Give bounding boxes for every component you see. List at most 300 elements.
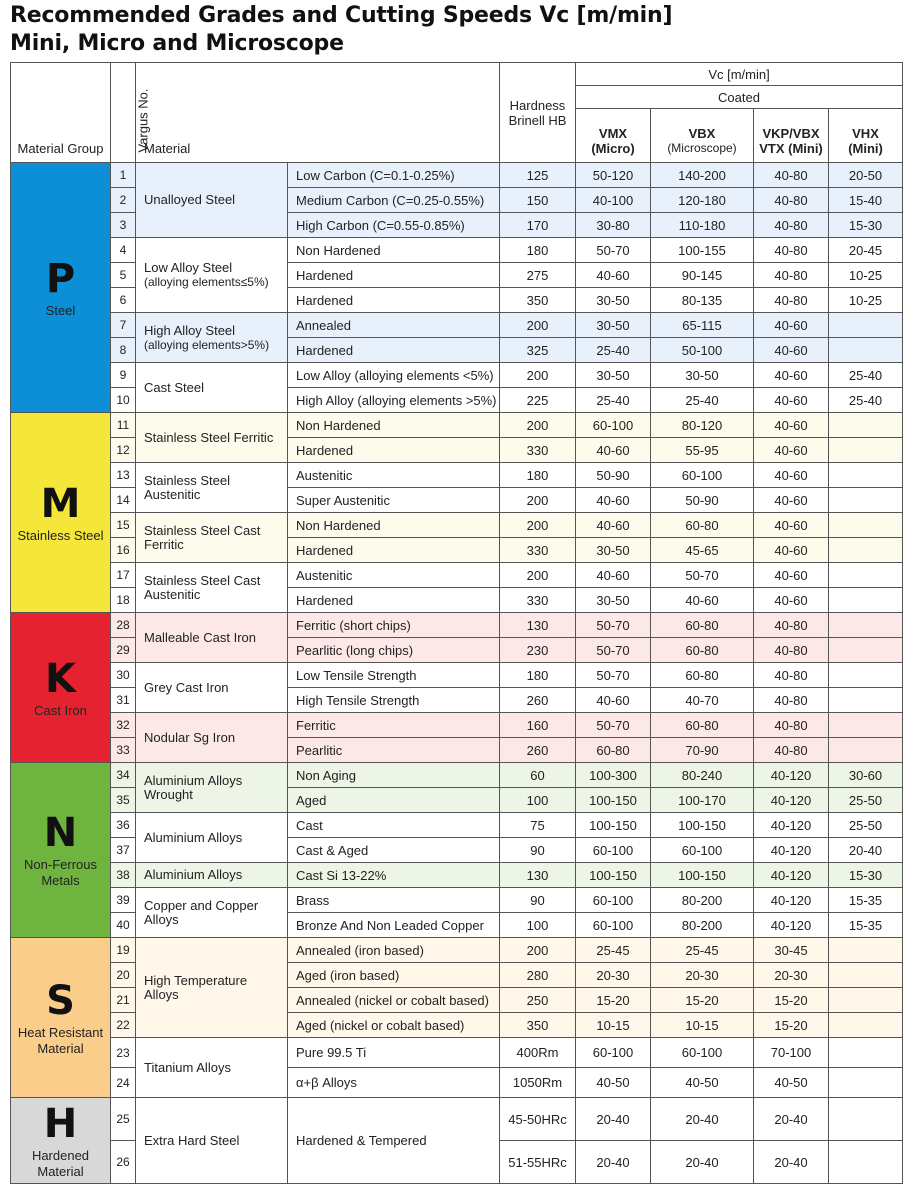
vbx-value: 100-155 (651, 238, 754, 263)
vhx-value (829, 613, 903, 638)
group-name: Heat Resistant Material (17, 1024, 104, 1056)
table-row (11, 863, 903, 888)
header-hardness: Hardness Brinell HB (500, 63, 576, 163)
vbx-value: 80-200 (651, 913, 754, 938)
vmx-value: 60-100 (576, 1038, 651, 1068)
table-row (11, 563, 903, 588)
vkp-value: 40-60 (754, 313, 829, 338)
material-condition: High Alloy (alloying elements >5%) (288, 388, 500, 413)
material-condition: Brass (288, 888, 500, 913)
vhx-value: 30-60 (829, 763, 903, 788)
table-row (11, 1038, 903, 1068)
material-name-text: High Temperature Alloys (144, 972, 248, 1002)
material-name (136, 413, 288, 463)
hardness-value: 130 (500, 863, 576, 888)
material-name-text: Cast Steel (144, 379, 204, 395)
vhx-value: 25-50 (829, 788, 903, 813)
group-cell-n (11, 763, 111, 938)
vargus-no: 33 (111, 738, 136, 763)
vargus-no: 22 (111, 1013, 136, 1038)
vmx-value: 100-150 (576, 863, 651, 888)
table-row (11, 1098, 903, 1141)
hardness-value: 180 (500, 663, 576, 688)
material-name (136, 463, 288, 513)
vhx-value (829, 338, 903, 363)
vhx-value: 15-30 (829, 213, 903, 238)
material-name (136, 888, 288, 938)
group-cell-m (11, 413, 111, 613)
vhx-value (829, 488, 903, 513)
material-name (136, 863, 288, 888)
vkp-value: 40-80 (754, 738, 829, 763)
material-condition: Non Hardened (288, 413, 500, 438)
vargus-no: 10 (111, 388, 136, 413)
header-material-group: Material Group (11, 63, 111, 163)
table-row (11, 938, 903, 963)
vmx-value: 60-100 (576, 838, 651, 863)
vhx-value (829, 738, 903, 763)
material-name (136, 563, 288, 613)
hardness-value: 160 (500, 713, 576, 738)
vargus-no: 24 (111, 1068, 136, 1098)
material-name (136, 613, 288, 663)
vbx-value: 20-40 (651, 1098, 754, 1141)
material-condition: Hardened (288, 588, 500, 613)
vhx-value (829, 513, 903, 538)
vmx-value: 10-15 (576, 1013, 651, 1038)
hardness-value: 260 (500, 688, 576, 713)
material-condition: Cast (288, 813, 500, 838)
vbx-value: 25-40 (651, 388, 754, 413)
vbx-value: 40-70 (651, 688, 754, 713)
vmx-value: 60-80 (576, 738, 651, 763)
vkp-value: 40-60 (754, 338, 829, 363)
vhx-value (829, 988, 903, 1013)
vkp-value: 40-120 (754, 763, 829, 788)
vbx-value: 100-150 (651, 863, 754, 888)
material-condition: Annealed (288, 313, 500, 338)
hardness-value: 150 (500, 188, 576, 213)
hardness-value: 1050Rm (500, 1068, 576, 1098)
material-condition: Hardened (288, 538, 500, 563)
hardness-value: 250 (500, 988, 576, 1013)
material-condition: High Tensile Strength (288, 688, 500, 713)
vkp-value: 40-120 (754, 913, 829, 938)
material-name (136, 938, 288, 1038)
vbx-value: 80-135 (651, 288, 754, 313)
vmx-value: 50-70 (576, 638, 651, 663)
vkp-value: 40-80 (754, 213, 829, 238)
vargus-no: 31 (111, 688, 136, 713)
material-condition: Aged (nickel or cobalt based) (288, 1013, 500, 1038)
hardness-value: 400Rm (500, 1038, 576, 1068)
vkp-value: 40-120 (754, 813, 829, 838)
vargus-no: 9 (111, 363, 136, 388)
vkp-value: 40-80 (754, 613, 829, 638)
vhx-value: 25-40 (829, 388, 903, 413)
vmx-value: 25-45 (576, 938, 651, 963)
table-row (11, 513, 903, 538)
material-name-text: High Alloy Steel (144, 322, 236, 338)
material-name-text: Aluminium Alloys (144, 829, 243, 845)
material-note: (alloying elements≤5%) (144, 275, 269, 289)
vmx-value: 30-50 (576, 538, 651, 563)
vkp-value: 40-80 (754, 288, 829, 313)
vargus-no: 36 (111, 813, 136, 838)
material-name-text: Grey Cast Iron (144, 679, 229, 695)
hardness-value: 200 (500, 938, 576, 963)
vkp-value: 20-40 (754, 1098, 829, 1141)
hardness-value: 200 (500, 363, 576, 388)
material-condition: Hardened (288, 338, 500, 363)
hardness-value: 90 (500, 888, 576, 913)
vargus-no: 40 (111, 913, 136, 938)
vkp-value: 40-120 (754, 888, 829, 913)
vargus-no: 23 (111, 1038, 136, 1068)
table-row (11, 763, 903, 788)
vmx-value: 50-120 (576, 163, 651, 188)
header-vkp: VKP/VBX VTX (Mini) (754, 109, 829, 163)
table-row (11, 238, 903, 263)
vbx-value: 45-65 (651, 538, 754, 563)
vmx-value: 30-80 (576, 213, 651, 238)
vmx-value: 100-300 (576, 763, 651, 788)
vbx-value: 10-15 (651, 1013, 754, 1038)
vargus-no: 7 (111, 313, 136, 338)
vkp-value: 40-60 (754, 413, 829, 438)
vbx-value: 100-170 (651, 788, 754, 813)
vmx-value: 40-60 (576, 488, 651, 513)
material-condition: Aged (288, 788, 500, 813)
vbx-value: 40-60 (651, 588, 754, 613)
hardness-value: 325 (500, 338, 576, 363)
vargus-no: 1 (111, 163, 136, 188)
vbx-value: 110-180 (651, 213, 754, 238)
material-name (136, 313, 288, 363)
hardness-value: 200 (500, 413, 576, 438)
vargus-no: 21 (111, 988, 136, 1013)
table-row (11, 663, 903, 688)
hardness-value: 125 (500, 163, 576, 188)
vhx-value: 20-45 (829, 238, 903, 263)
material-name (136, 363, 288, 413)
vargus-no: 19 (111, 938, 136, 963)
vargus-no: 32 (111, 713, 136, 738)
table-row (11, 313, 903, 338)
material-name-text: Unalloyed Steel (144, 192, 236, 207)
vargus-no: 13 (111, 463, 136, 488)
material-name (136, 813, 288, 863)
vhx-value (829, 1013, 903, 1038)
vhx-value (829, 413, 903, 438)
vargus-no: 8 (111, 338, 136, 363)
vbx-value: 25-45 (651, 938, 754, 963)
hardness-value: 330 (500, 538, 576, 563)
vhx-value (829, 713, 903, 738)
vargus-no: 30 (111, 663, 136, 688)
vkp-value: 40-60 (754, 438, 829, 463)
vmx-value: 30-50 (576, 363, 651, 388)
vhx-value (829, 463, 903, 488)
vargus-no: 37 (111, 838, 136, 863)
table-row (11, 613, 903, 638)
hardness-value: 170 (500, 213, 576, 238)
group-cell-p (11, 163, 111, 413)
group-name: Stainless Steel (17, 527, 104, 543)
vkp-value: 40-60 (754, 388, 829, 413)
material-condition: Aged (iron based) (288, 963, 500, 988)
vmx-value: 100-150 (576, 788, 651, 813)
header-vhx: VHX (Mini) (829, 109, 903, 163)
vhx-value: 20-50 (829, 163, 903, 188)
vhx-value (829, 313, 903, 338)
material-name (136, 663, 288, 713)
table-body (11, 163, 903, 1184)
material-condition: Bronze And Non Leaded Copper (288, 913, 500, 938)
vargus-no: 25 (111, 1098, 136, 1141)
vargus-no: 35 (111, 788, 136, 813)
material-condition: Low Tensile Strength (288, 663, 500, 688)
vhx-value (829, 1038, 903, 1068)
vhx-value (829, 438, 903, 463)
vhx-value (829, 538, 903, 563)
vmx-value: 50-90 (576, 463, 651, 488)
material-condition: Cast Si 13-22% (288, 863, 500, 888)
title-line-2: Mini, Micro and Microscope (10, 31, 344, 56)
hardness-value: 45-50HRc (500, 1098, 576, 1141)
vbx-value: 15-20 (651, 988, 754, 1013)
vmx-value: 40-60 (576, 263, 651, 288)
material-name-text: Copper and Copper Alloys (144, 897, 259, 927)
vhx-value: 15-35 (829, 913, 903, 938)
group-cell-k (11, 613, 111, 763)
material-name-text: Stainless Steel Cast Austenitic (144, 572, 261, 602)
material-condition: Pure 99.5 Ti (288, 1038, 500, 1068)
vmx-value: 100-150 (576, 813, 651, 838)
hardness-value: 200 (500, 313, 576, 338)
hardness-value: 130 (500, 613, 576, 638)
vbx-value: 20-30 (651, 963, 754, 988)
vbx-value: 60-100 (651, 838, 754, 863)
vkp-value: 40-60 (754, 463, 829, 488)
vhx-value (829, 963, 903, 988)
group-letter: M (40, 480, 81, 527)
vbx-value: 60-80 (651, 713, 754, 738)
material-condition: Annealed (iron based) (288, 938, 500, 963)
hardness-value: 350 (500, 1013, 576, 1038)
hardness-value: 200 (500, 563, 576, 588)
material-condition: Austenitic (288, 463, 500, 488)
material-condition: Hardened (288, 263, 500, 288)
vhx-value: 25-50 (829, 813, 903, 838)
material-name-text: Stainless Steel Ferritic (144, 429, 274, 445)
vargus-no: 15 (111, 513, 136, 538)
material-note: (alloying elements>5%) (144, 337, 270, 352)
material-name-text: Extra Hard Steel (144, 1132, 240, 1148)
vmx-value: 30-50 (576, 288, 651, 313)
hardness-value: 330 (500, 588, 576, 613)
vkp-value: 40-60 (754, 538, 829, 563)
vkp-value: 40-80 (754, 163, 829, 188)
vhx-value (829, 1068, 903, 1098)
vkp-value: 40-60 (754, 363, 829, 388)
material-condition: Medium Carbon (C=0.25-0.55%) (288, 188, 500, 213)
table-row (11, 813, 903, 838)
header-vbx: VBX (Microscope) (651, 109, 754, 163)
vbx-value: 50-70 (651, 563, 754, 588)
header-vc: Vc [m/min] (576, 63, 903, 86)
hardness-value: 275 (500, 263, 576, 288)
vbx-value: 60-80 (651, 663, 754, 688)
material-condition: Low Carbon (C=0.1-0.25%) (288, 163, 500, 188)
vkp-value: 40-80 (754, 188, 829, 213)
group-letter: K (45, 655, 76, 702)
material-condition: Non Hardened (288, 238, 500, 263)
material-condition: High Carbon (C=0.55-0.85%) (288, 213, 500, 238)
vkp-value: 40-120 (754, 863, 829, 888)
material-condition: Pearlitic (288, 738, 500, 763)
hardness-value: 225 (500, 388, 576, 413)
material-condition: Hardened (288, 438, 500, 463)
vbx-value: 140-200 (651, 163, 754, 188)
vmx-value: 40-60 (576, 563, 651, 588)
vargus-no: 5 (111, 263, 136, 288)
vbx-value: 100-150 (651, 813, 754, 838)
vmx-value: 25-40 (576, 338, 651, 363)
vhx-value: 15-40 (829, 188, 903, 213)
vkp-value: 40-80 (754, 713, 829, 738)
vbx-value: 60-80 (651, 613, 754, 638)
vmx-value: 60-100 (576, 888, 651, 913)
vmx-value: 50-70 (576, 613, 651, 638)
table-row (11, 713, 903, 738)
vmx-value: 30-50 (576, 588, 651, 613)
vmx-value: 20-40 (576, 1141, 651, 1184)
vbx-value: 90-145 (651, 263, 754, 288)
material-name (136, 713, 288, 763)
vargus-no: 18 (111, 588, 136, 613)
material-name-text: Nodular Sg Iron (144, 729, 236, 745)
group-letter: P (45, 255, 76, 302)
vargus-no: 20 (111, 963, 136, 988)
material-condition: Annealed (nickel or cobalt based) (288, 988, 500, 1013)
vhx-value (829, 1098, 903, 1141)
vkp-value: 40-80 (754, 263, 829, 288)
vbx-value: 50-100 (651, 338, 754, 363)
vmx-value: 40-60 (576, 438, 651, 463)
header-vargus-no: Vargus No. (111, 63, 136, 163)
header-material: Material (136, 63, 500, 163)
vbx-value: 70-90 (651, 738, 754, 763)
vargus-no: 28 (111, 613, 136, 638)
hardness-value: 180 (500, 238, 576, 263)
vkp-value: 40-120 (754, 838, 829, 863)
material-name (136, 238, 288, 313)
vmx-value: 40-60 (576, 688, 651, 713)
vbx-value: 60-100 (651, 1038, 754, 1068)
group-name: Non-Ferrous Metals (24, 857, 97, 888)
vbx-value: 60-80 (651, 638, 754, 663)
hardness-value: 180 (500, 463, 576, 488)
header-vmx: VMX (Micro) (576, 109, 651, 163)
vbx-value: 80-120 (651, 413, 754, 438)
hardness-value: 200 (500, 488, 576, 513)
vhx-value: 10-25 (829, 288, 903, 313)
hardness-value: 75 (500, 813, 576, 838)
material-condition: Ferritic (288, 713, 500, 738)
vmx-value: 20-30 (576, 963, 651, 988)
vkp-value: 15-20 (754, 988, 829, 1013)
vkp-value: 20-40 (754, 1141, 829, 1184)
hardness-value: 230 (500, 638, 576, 663)
material-condition: Low Alloy (alloying elements <5%) (288, 363, 500, 388)
material-condition: Non Aging (288, 763, 500, 788)
vbx-value: 120-180 (651, 188, 754, 213)
vbx-value: 80-200 (651, 888, 754, 913)
material-condition: Non Hardened (288, 513, 500, 538)
material-condition: Hardened & Tempered (288, 1098, 500, 1184)
hardness-value: 260 (500, 738, 576, 763)
vbx-value: 60-80 (651, 513, 754, 538)
vhx-value: 15-30 (829, 863, 903, 888)
vargus-no: 11 (111, 413, 136, 438)
vmx-value: 30-50 (576, 313, 651, 338)
hardness-value: 60 (500, 763, 576, 788)
material-name (136, 1038, 288, 1098)
vargus-no: 4 (111, 238, 136, 263)
vbx-value: 30-50 (651, 363, 754, 388)
vbx-value: 65-115 (651, 313, 754, 338)
vmx-value: 20-40 (576, 1098, 651, 1141)
material-condition: Austenitic (288, 563, 500, 588)
vargus-no: 29 (111, 638, 136, 663)
material-name (136, 763, 288, 813)
group-name: Steel (45, 302, 76, 318)
vmx-value: 40-50 (576, 1068, 651, 1098)
vhx-value: 15-35 (829, 888, 903, 913)
material-name-text: Aluminium Alloys (144, 867, 243, 882)
vbx-value: 60-100 (651, 463, 754, 488)
vbx-value: 55-95 (651, 438, 754, 463)
material-condition: Pearlitic (long chips) (288, 638, 500, 663)
vbx-value: 50-90 (651, 488, 754, 513)
cutting-speed-table (10, 62, 903, 1184)
group-cell-s (11, 938, 111, 1098)
vkp-value: 40-60 (754, 588, 829, 613)
vkp-value: 40-80 (754, 688, 829, 713)
hardness-value: 200 (500, 513, 576, 538)
material-name-text: Stainless Steel Cast Ferritic (144, 522, 261, 552)
vargus-no: 14 (111, 488, 136, 513)
vkp-value: 40-60 (754, 488, 829, 513)
vhx-value: 20-40 (829, 838, 903, 863)
hardness-value: 280 (500, 963, 576, 988)
vkp-value: 30-45 (754, 938, 829, 963)
page-title (10, 2, 910, 58)
material-name-text: Malleable Cast Iron (144, 629, 256, 645)
table-row (11, 413, 903, 438)
header-coated: Coated (576, 86, 903, 109)
vargus-no: 26 (111, 1141, 136, 1184)
vbx-value: 80-240 (651, 763, 754, 788)
hardness-value: 100 (500, 913, 576, 938)
vhx-value: 25-40 (829, 363, 903, 388)
hardness-value: 330 (500, 438, 576, 463)
vmx-value: 50-70 (576, 238, 651, 263)
table-row (11, 888, 903, 913)
vargus-no: 12 (111, 438, 136, 463)
material-name (136, 163, 288, 238)
